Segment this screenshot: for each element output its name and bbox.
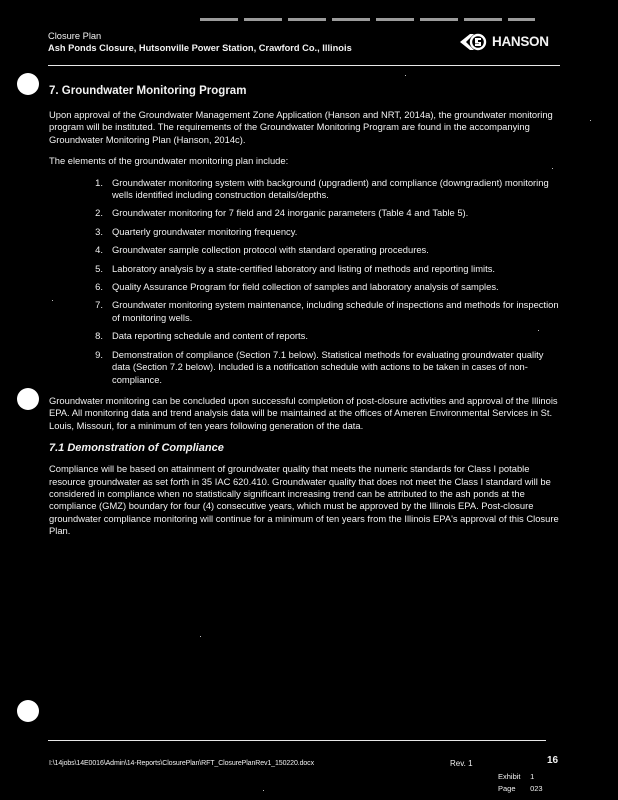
- list-item-number: 2.: [95, 207, 103, 219]
- list-item-number: 1.: [95, 176, 103, 188]
- list-item-text: Laboratory analysis by a state-certified laboratory and listing of methods and reporting limits.: [112, 262, 496, 274]
- header-divider: [48, 65, 560, 66]
- list-item-text: Quality Assurance Program for field collection of samples and laboratory analysis of samples.: [112, 281, 499, 293]
- list-item: [49, 226, 561, 238]
- binder-hole: [17, 700, 39, 722]
- list-item-number: 4.: [95, 244, 103, 256]
- exhibit-value: 1: [530, 772, 535, 781]
- exhibit-label: Exhibit: [498, 772, 521, 781]
- list-item-text: Demonstration of compliance (Section 7.1 below). Statistical methods for evaluating groundwater quality data (Section 7.2 below). Included is a notification schedule with actions to be taken in cases of non-compliance.: [112, 348, 544, 385]
- list-item-number: 6.: [95, 281, 103, 293]
- binder-hole: [17, 388, 39, 410]
- header-title: Closure Plan: [48, 31, 102, 41]
- header-subtitle: Ash Ponds Closure, Hutsonville Power Station, Crawford Co., Illinois: [48, 42, 352, 53]
- list-item: [49, 330, 561, 342]
- hanson-logo-icon: [458, 32, 490, 52]
- list-item: [49, 207, 561, 219]
- list-item-number: 3.: [95, 225, 103, 237]
- footer-file-path: I:\14jobs\14E0016\Admin\14-Reports\ClosurePlan\RFT_ClosurePlanRev1_150220.docx: [49, 760, 314, 767]
- footer-page-number: 16: [547, 755, 559, 766]
- section-heading: 7. Groundwater Monitoring Program: [49, 85, 247, 97]
- list-item: [49, 349, 561, 386]
- list-item-text: Groundwater monitoring for 7 field and 24 inorganic parameters (Table 4 and Table 5).: [112, 207, 469, 219]
- footer-divider: [48, 740, 546, 741]
- binder-hole: [17, 73, 39, 95]
- list-item: [49, 299, 561, 324]
- list-item: [49, 263, 561, 275]
- plan-elements-list: [49, 177, 561, 386]
- list-item-text: Groundwater sample collection protocol with standard operating procedures.: [112, 244, 429, 256]
- section-intro: Upon approval of the Groundwater Management Zone Application (Hanson and NRT, 2014a), the groundwater monitoring program will be instituted. The requirements of the Groundwater Monitoring Program are found in the accompanying Groundwater Monitoring Plan (Hanson, 2014c).: [49, 109, 553, 145]
- list-item-number: 9.: [95, 348, 103, 360]
- list-item-text: Quarterly groundwater monitoring frequency.: [112, 225, 298, 237]
- list-item-number: 5.: [95, 262, 103, 274]
- list-item-text: Groundwater monitoring system maintenance, including schedule of inspections and methods for inspection of monitoring wells.: [112, 299, 559, 323]
- list-item: [49, 177, 561, 202]
- list-item-number: 7.: [95, 299, 103, 311]
- list-item: [49, 244, 561, 256]
- list-item-number: 8.: [95, 330, 103, 342]
- exhibit-stamp: [498, 771, 543, 795]
- stamp-page-label: Page: [498, 784, 516, 793]
- subsection-heading: 7.1 Demonstration of Compliance: [49, 442, 224, 455]
- list-item-text: Groundwater monitoring system with background (upgradient) and compliance (downgradient) monitoring wells identified including construction details/depths.: [112, 176, 549, 201]
- list-item: [49, 281, 561, 293]
- section-closing: Groundwater monitoring can be concluded upon successful completion of post-closure activities and approval of the Illinois EPA. All monitoring data and trend analysis data will be maintained at the offices of Ameren Environmental Services in St. Louis, Missouri, for a minimum of ten years following generation of the data.: [49, 394, 558, 431]
- list-item-text: Data reporting schedule and content of reports.: [112, 330, 308, 342]
- hanson-logo: [458, 32, 549, 52]
- elements-intro: The elements of the groundwater monitoring plan include:: [49, 155, 289, 167]
- subsection-body: Compliance will be based on attainment of groundwater quality that meets the numeric standards for Class I potable resource groundwater as set forth in 35 IAC 620.410. Groundwater quality that does not meet the Class I standard will be considered in compliance when no statistically significant increasing trend can be attributed to the ash ponds at the compliance (GMZ) boundary for four (4) consecutive years, which must be approved by the Illinois EPA. Post-closure groundwater compliance monitoring will continue for a minimum of ten years from the Illinois EPA's approval of this Closure Plan.: [49, 463, 559, 537]
- stamp-page-value: 023: [530, 784, 543, 793]
- document-body: [49, 84, 561, 547]
- scan-artifact: [200, 18, 535, 21]
- page-header: [48, 31, 352, 54]
- footer-revision: Rev. 1: [450, 759, 473, 768]
- logo-text: HANSON: [492, 33, 549, 49]
